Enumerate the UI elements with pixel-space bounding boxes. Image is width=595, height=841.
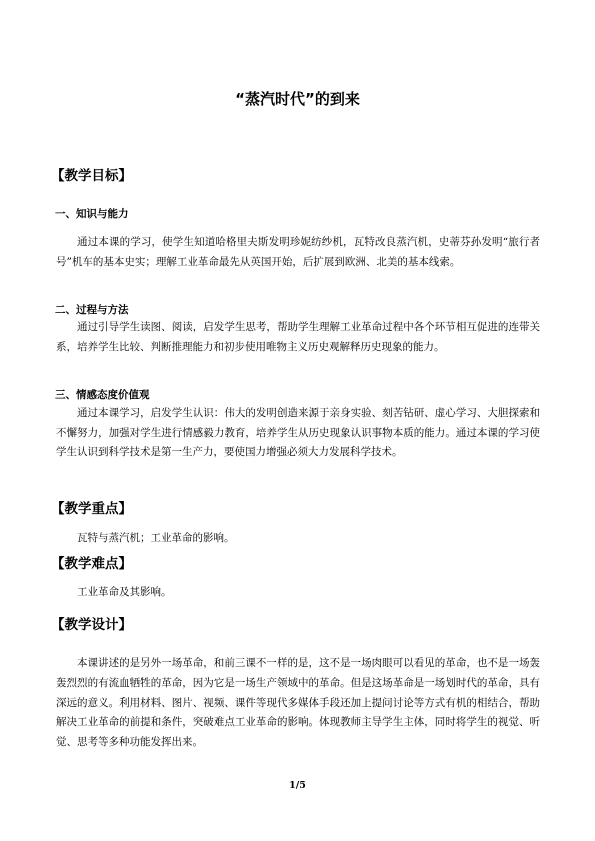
paragraph-teaching-design: 本课讲述的是另外一场革命，和前三课不一样的是，这不是一场肉眼可以看见的革命，也不是一场轰轰烈烈的有流血牺牲的革命，因为它是一场生产领域中的革命。但是这场革命是一场划时代的革命，具有深远的意义。利用材料、图片、视频、课件等现代多媒体手段还加上提问讨论等方式有机的相结合，帮助解决工业革命的前提和条件，突破难点工业革命的影响。体现教师主导学生主体，同时将学生的视觉、听觉、思考等多种功能发挥出来。 <box>56 657 540 749</box>
subheading-attitude-values: 三、情感态度价值观 <box>55 389 150 401</box>
section-heading-key-points: 【教学重点】 <box>51 501 132 517</box>
section-heading-difficulties: 【教学难点】 <box>51 556 132 572</box>
page-title: “蒸汽时代”的到来 <box>235 90 360 108</box>
section-heading-teaching-goals: 【教学目标】 <box>51 168 132 184</box>
subheading-process-method: 二、过程与方法 <box>55 304 129 316</box>
paragraph-difficulties: 工业革命及其影响。 <box>77 586 172 598</box>
paragraph-knowledge-ability: 通过本课的学习，使学生知道哈格里夫斯发明珍妮纺纱机，瓦特改良蒸汽机，史蒂芬孙发明“旅行者号”机车的基本史实；理解工业革命最先从英国开始，后扩展到欧洲、北美的基本线索。 <box>56 236 540 268</box>
section-heading-teaching-design: 【教学设计】 <box>51 617 132 633</box>
paragraph-process-method: 通过引导学生读图、阅读，启发学生思考，帮助学生理解工业革命过程中各个环节相互促进的连带关系，培养学生比较、判断推理能力和初步使用唯物主义历史观解释历史现象的能力。 <box>56 321 540 353</box>
paragraph-attitude-values: 通过本课学习，启发学生认识：伟大的发明创造来源于亲身实验、刻苦钻研、虚心学习、大胆探索和不懈努力，加强对学生进行情感毅力教育，培养学生从历史现象认识事物本质的能力。通过本课的学习使学生认识到科学技术是第一生产力，要使国力增强必须大力发展科学技术。 <box>56 407 540 458</box>
paragraph-key-points: 瓦特与蒸汽机；工业革命的影响。 <box>77 532 235 544</box>
subheading-knowledge-ability: 一、知识与能力 <box>55 208 129 220</box>
page-number: 1/5 <box>289 780 306 791</box>
